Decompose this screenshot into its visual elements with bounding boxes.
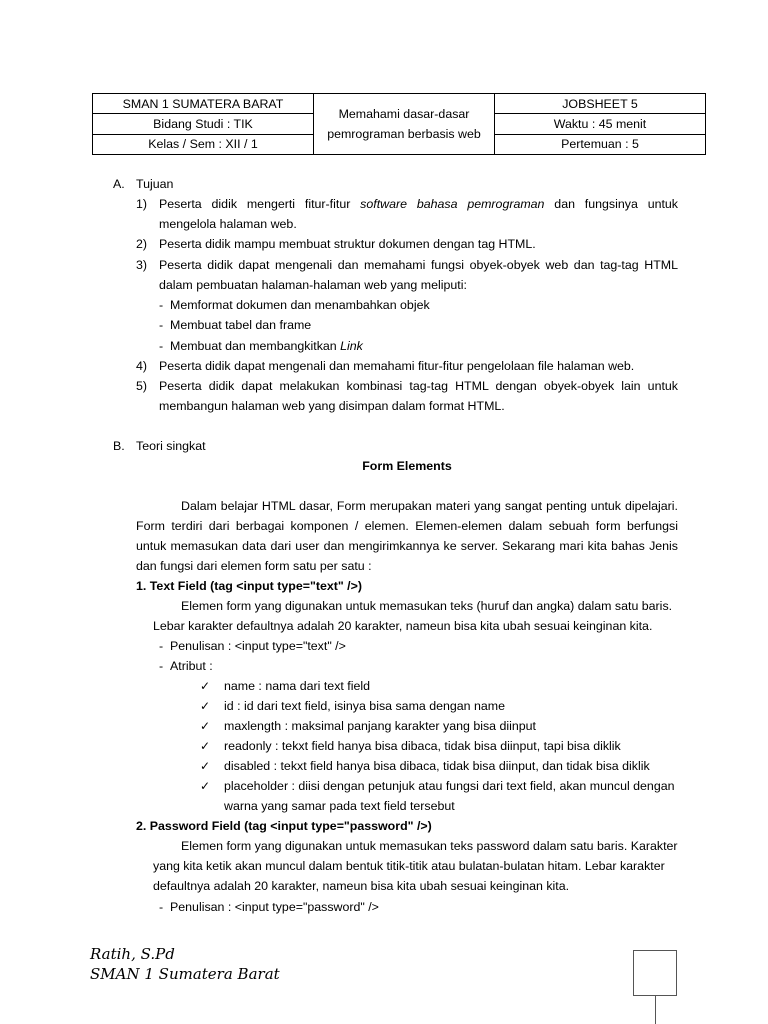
intro-line-4: dan fungsi dari elemen form satu per satu : bbox=[136, 559, 372, 573]
objective-5-line2: membangun halaman web yang disimpan dalam format HTML. bbox=[159, 399, 505, 413]
checkmark-icon: ✓ bbox=[200, 779, 211, 793]
header-meeting: Pertemuan : 5 bbox=[495, 134, 706, 154]
header-school: SMAN 1 SUMATERA BARAT bbox=[93, 94, 314, 114]
objective-5-num: 5) bbox=[136, 379, 148, 393]
footer-author: Ratih, S.Pd bbox=[90, 945, 175, 963]
checkmark-icon: ✓ bbox=[200, 739, 211, 753]
objective-1-line2: mengelola halaman web. bbox=[159, 217, 297, 231]
section-a-title: Tujuan bbox=[136, 177, 174, 191]
section-b-label: B. bbox=[113, 439, 125, 453]
attribute-item: disabled : tekxt field hanya bisa dibaca, tidak bisa diinput, dan tidak bisa diklik bbox=[224, 759, 650, 773]
header-class: Kelas / Sem : XII / 1 bbox=[93, 134, 314, 154]
header-table bbox=[92, 93, 706, 155]
header-time: Waktu : 45 menit bbox=[495, 114, 706, 134]
checkmark-icon: ✓ bbox=[200, 679, 211, 693]
objective-4-line1: Peserta didik dapat mengenali dan memahami fitur-fitur pengelolaan file halaman web. bbox=[159, 359, 635, 373]
subitem-dash: - bbox=[159, 298, 164, 312]
text-field-title: 1. Text Field (tag <input type="text" />) bbox=[136, 579, 362, 593]
text-field-attr-label: Atribut : bbox=[170, 659, 213, 673]
intro-line-3: untuk memasukan data dari user dan mengirimkannya ke server. Sekarang mari kita bahas Jenis bbox=[136, 539, 678, 553]
text-field-desc-1: Elemen form yang digunakan untuk memasukan teks (huruf dan angka) dalam satu baris. bbox=[181, 599, 673, 613]
intro-line-1: Dalam belajar HTML dasar, Form merupakan materi yang sangat penting untuk dipelajari. bbox=[181, 499, 678, 513]
attribute-item-cont: warna yang samar pada text field tersebut bbox=[224, 799, 455, 813]
objective-5-line1: Peserta didik dapat melakukan kombinasi tag-tag HTML dengan obyek-obyek lain untuk bbox=[159, 379, 678, 393]
password-field-title: 2. Password Field (tag <input type="password" />) bbox=[136, 819, 432, 833]
checkmark-icon: ✓ bbox=[200, 719, 211, 733]
subitem-2: Membuat tabel dan frame bbox=[170, 318, 312, 332]
section-a-label: A. bbox=[113, 177, 125, 191]
attribute-item: id : id dari text field, isinya bisa sama dengan name bbox=[224, 699, 506, 713]
list-dash: - bbox=[159, 659, 164, 673]
header-topic-line1: Memahami dasar-dasar bbox=[338, 107, 470, 121]
objective-1-line1: Peserta didik mengerti fitur-fitur software bahasa pemrograman dan fungsinya untuk bbox=[159, 197, 678, 211]
objective-2-line1: Peserta didik mampu membuat struktur dokumen dengan tag HTML. bbox=[159, 237, 536, 251]
objective-4-num: 4) bbox=[136, 359, 148, 373]
objective-3-num: 3) bbox=[136, 258, 148, 272]
footer-school: SMAN 1 Sumatera Barat bbox=[90, 965, 280, 983]
list-dash: - bbox=[159, 900, 164, 914]
objective-1-num: 1) bbox=[136, 197, 148, 211]
header-jobsheet: JOBSHEET 5 bbox=[495, 94, 706, 114]
attribute-item: name : nama dari text field bbox=[224, 679, 371, 693]
header-topic-line2: pemrograman berbasis web bbox=[327, 127, 481, 141]
header-field: Bidang Studi : TIK bbox=[93, 114, 314, 134]
subitem-dash: - bbox=[159, 339, 164, 353]
text-field-writing: Penulisan : <input type="text" /> bbox=[170, 639, 346, 653]
password-field-desc-1: Elemen form yang digunakan untuk memasukan teks password dalam satu baris. Karakter bbox=[181, 839, 678, 853]
page-number-box bbox=[633, 950, 677, 996]
subitem-3: Membuat dan membangkitkan Link bbox=[170, 339, 363, 353]
list-dash: - bbox=[159, 639, 164, 653]
checkmark-icon: ✓ bbox=[200, 699, 211, 713]
password-field-desc-3: defaultnya adalah 20 karakter, nameun bisa kita ubah sesuai keinginan kita. bbox=[153, 879, 570, 893]
text-field-desc-2: Lebar karakter defaultnya adalah 20 karakter, nameun bisa kita ubah sesuai keinginan kita. bbox=[153, 619, 653, 633]
password-field-writing: Penulisan : <input type="password" /> bbox=[170, 900, 379, 914]
subitem-1: Memformat dokumen dan menambahkan objek bbox=[170, 298, 430, 312]
intro-line-2: Form terdiri dari berbagai komponen / elemen. Elemen-elemen dalam sebuah form berfungsi bbox=[136, 519, 678, 533]
page-number-stem bbox=[655, 995, 656, 1024]
attribute-item: placeholder : diisi dengan petunjuk atau fungsi dari text field, akan muncul dengan bbox=[224, 779, 675, 793]
objective-3-line2: dalam pembuatan halaman-halaman web yang meliputi: bbox=[159, 278, 467, 292]
attribute-item: maxlength : maksimal panjang karakter yang bisa diinput bbox=[224, 719, 536, 733]
section-heading: Form Elements bbox=[362, 459, 452, 473]
section-b-title: Teori singkat bbox=[136, 439, 206, 453]
checkmark-icon: ✓ bbox=[200, 759, 211, 773]
header-topic bbox=[314, 94, 495, 155]
attribute-item: readonly : tekxt field hanya bisa dibaca, tidak bisa diinput, tapi bisa diklik bbox=[224, 739, 621, 753]
objective-2-num: 2) bbox=[136, 237, 148, 251]
objective-3-line1: Peserta didik dapat mengenali dan memahami fungsi obyek-obyek web dan tag-tag HTML bbox=[159, 258, 678, 272]
subitem-dash: - bbox=[159, 318, 164, 332]
password-field-desc-2: yang kita ketik akan muncul dalam bentuk titik-titik atau bulatan-bulatan hitam. Lebar karakter bbox=[153, 859, 665, 873]
